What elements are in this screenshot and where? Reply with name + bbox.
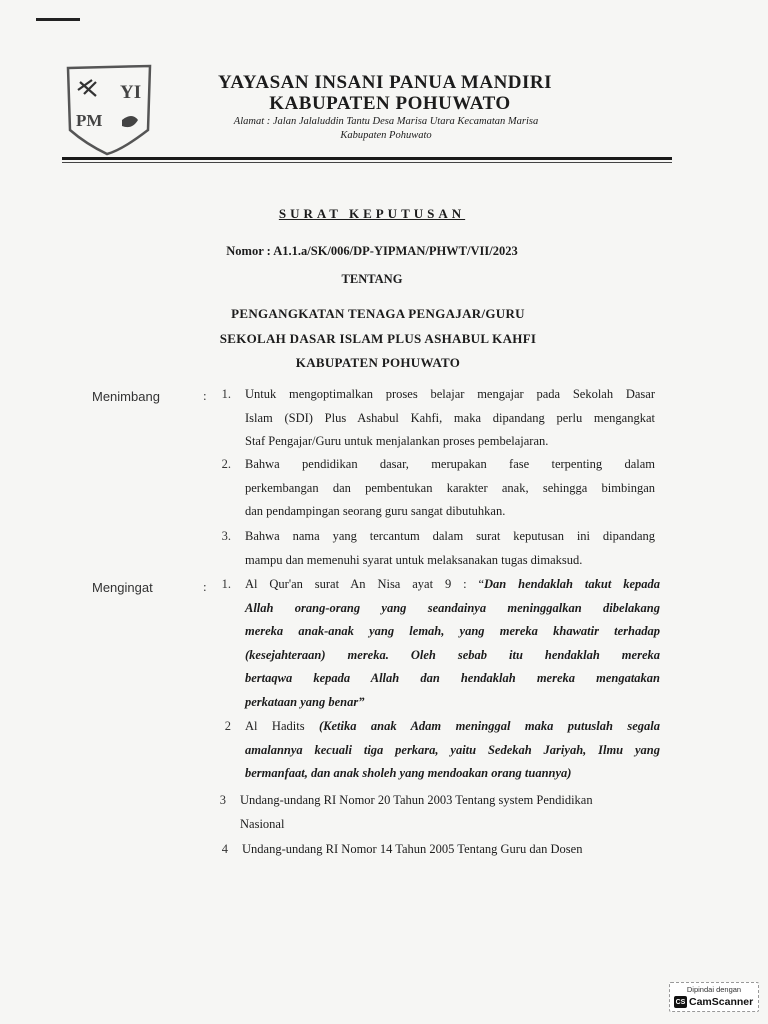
camscanner-watermark — [669, 982, 759, 1012]
document-about: TENTANG — [341, 272, 403, 286]
item-text — [245, 453, 655, 524]
logo-text-bottom: PM — [76, 111, 103, 130]
subject-line: KABUPATEN POHUWATO — [295, 355, 461, 370]
text-line: mampu dan memenuhi syarat untuk melaksanakan tugas dimaksud. — [245, 552, 583, 567]
scan-mark — [36, 18, 80, 21]
item-number: 1. — [221, 387, 231, 401]
item-text — [245, 383, 655, 454]
foundation-logo — [62, 60, 156, 156]
text-line: Staf Pengajar/Guru untuk menjalankan proses pembelajaran. — [245, 434, 549, 448]
scanner-caption: Dipindai dengan — [686, 985, 742, 994]
text-line: Islam (SDI) Plus Ashabul Kahfi, maka dipandang perlu mengangkat — [245, 410, 655, 425]
text-line: bertaqwa kepada Allah dan hendaklah mereka mengatakan — [245, 671, 660, 685]
text-line: mereka anak-anak yang lemah, yang mereka khawatir terhadap — [245, 624, 660, 638]
organization-address — [196, 115, 576, 143]
text-line: amalannya kecuali tiga perkara, yaitu Sedekah Jariyah, Ilmu yang — [245, 742, 660, 757]
subject-line: PENGANGKATAN TENAGA PENGAJAR/GURU — [231, 306, 525, 321]
logo-text-top: YI — [120, 82, 142, 103]
text-line: Bahwa pendidikan dasar, merupakan fase terpenting dalam — [245, 457, 655, 471]
scanner-brand: CamScanner — [689, 996, 754, 1008]
text-line: bermanfaat, dan anak sholeh yang mendoakan orang tuannya) — [245, 766, 572, 780]
menimbang-colon: : — [203, 388, 207, 403]
item-number: 4 — [221, 842, 228, 856]
document-number: Nomor : A1.1.a/SK/006/DP-YIPMAN/PHWT/VII/2023 — [226, 244, 518, 258]
subject-line: SEKOLAH DASAR ISLAM PLUS ASHABUL KAHFI — [219, 331, 537, 346]
text-line: perkataan yang benar” — [245, 694, 365, 709]
item-number: 2 — [224, 719, 231, 733]
organization-name: YAYASAN INSANI PANUA MANDIRI — [217, 72, 553, 93]
text-line: perkembangan dan pembentukan karakter anak, sehingga bimbingan — [245, 480, 655, 495]
mengingat-colon: : — [203, 579, 207, 594]
quran-lead: Al Qur'an surat An Nisa ayat 9 : “ — [245, 577, 485, 591]
organization-region: KABUPATEN POHUWATO — [269, 93, 511, 114]
address-line: Alamat : Jalan Jalaluddin Tantu Desa Marisa Utara Kecamatan Marisa — [233, 116, 539, 127]
crest-shield-icon — [62, 60, 156, 156]
text-line: dan pendampingan seorang guru sangat dibutuhkan. — [245, 504, 506, 518]
document-title: SURAT KEPUTUSAN — [278, 206, 466, 221]
letterhead-rule-thin — [62, 162, 672, 163]
letterhead-rule — [62, 157, 672, 160]
quran-quote-start: Dan hendaklah takut kepada — [484, 577, 660, 591]
item-text — [245, 573, 660, 714]
item-text — [245, 715, 660, 786]
text-line: Allah orang-orang yang seandainya meninggalkan dibelakang — [245, 600, 660, 615]
text-line: Nasional — [240, 816, 285, 831]
item-number: 3 — [219, 793, 226, 807]
text-line — [245, 573, 660, 597]
item-number: 3. — [221, 529, 231, 543]
item-text — [240, 789, 662, 836]
item-text — [245, 525, 655, 572]
text-line: (kesejahteraan) mereka. Oleh sebab itu hendaklah mereka — [245, 647, 660, 662]
text-line: Bahwa nama yang tercantum dalam surat keputusan ini dipandang — [245, 529, 655, 543]
mengingat-label: Mengingat — [92, 580, 153, 595]
text-line: Undang-undang RI Nomor 20 Tahun 2003 Tentang system Pendidikan — [240, 793, 593, 807]
camscanner-icon: CS — [674, 996, 687, 1008]
hadits-lead: Al Hadits — [245, 719, 319, 733]
address-line: Kabupaten Pohuwato — [340, 130, 432, 141]
item-number: 1. — [221, 577, 231, 591]
menimbang-label: Menimbang — [92, 389, 160, 404]
text-line: Untuk mengoptimalkan proses belajar mengajar pada Sekolah Dasar — [245, 387, 655, 401]
text-line — [245, 715, 660, 739]
scanner-brand-row — [674, 996, 753, 1008]
item-text — [242, 838, 662, 862]
item-number: 2. — [221, 457, 231, 471]
text-line: Undang-undang RI Nomor 14 Tahun 2005 Tentang Guru dan Dosen — [242, 842, 583, 856]
hadits-quote-start: (Ketika anak Adam meninggal maka putuslah segala — [319, 719, 661, 733]
